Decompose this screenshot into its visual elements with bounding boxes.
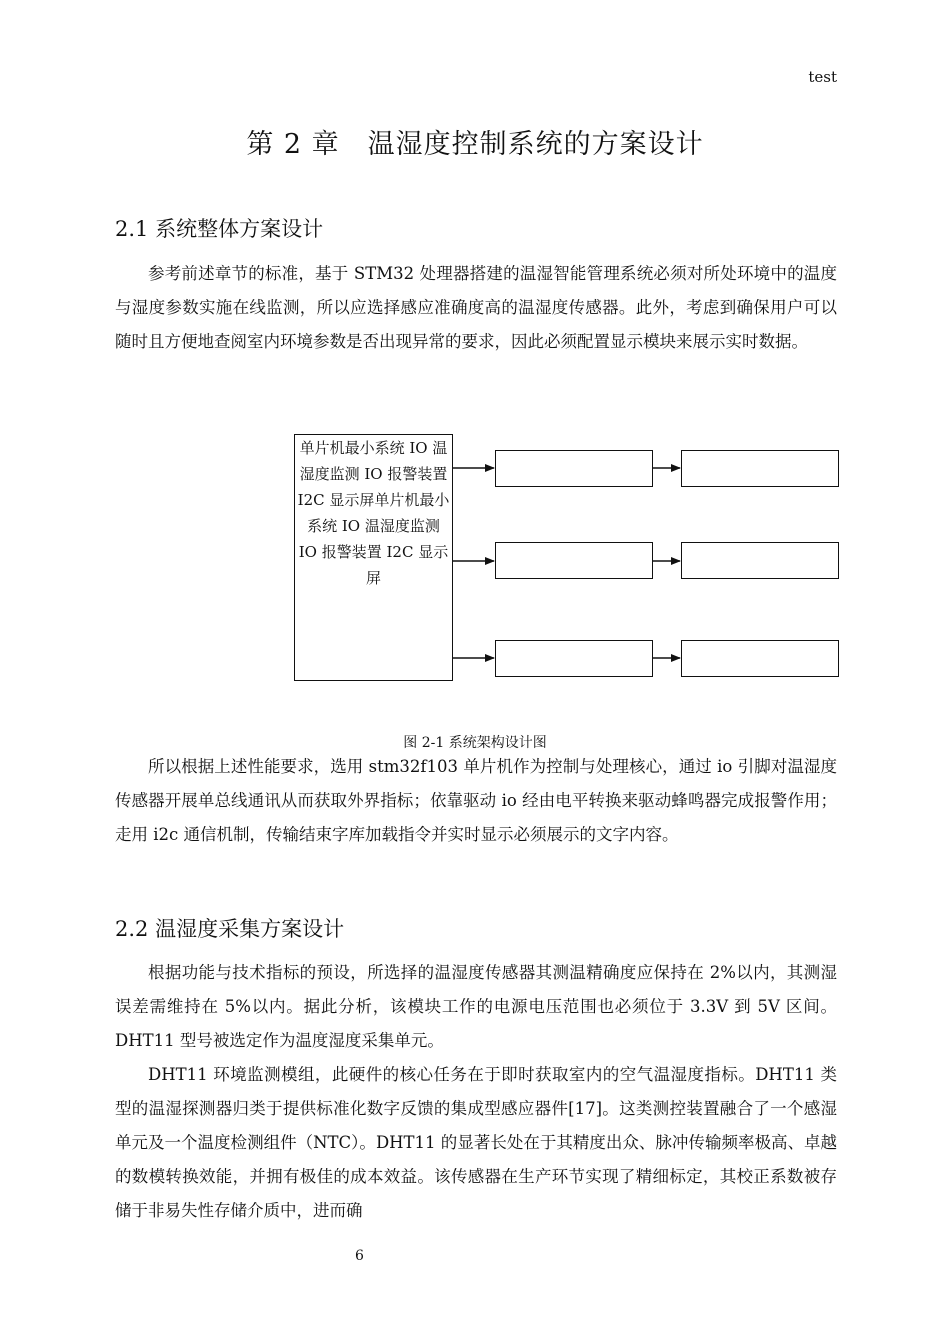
paragraph: 参考前述章节的标准，基于 STM32 处理器搭建的温湿智能管理系统必须对所处环境中的温度与湿度参数实施在线监测，所以应选择感应准确度高的温湿度传感器。此外，考虑到确保用户可以随时且方便地查阅室内环境参数是否出现异常的要求，因此必须配置显示模块来展示实时数据。 [115,264,837,351]
header-text: test [808,68,837,86]
mcu-main-box: 单片机最小系统 IO 温湿度监测 IO 报警装置 I2C 显示屏单片机最小系统 IO 温湿度监测 IO 报警装置 I2C 显示屏 [294,434,453,681]
page-number: 6 [355,1248,364,1264]
figure-caption: 图 2-1 系统架构设计图 [403,735,547,751]
paragraph: DHT11 环境监测模组，此硬件的核心任务在于即时获取室内的空气温湿度指标。DHT11 类型的温湿探测器归类于提供标准化数字反馈的集成型感应器件[17]。这类测控装置融合了一个感湿单元及一个温度检测组件（NTC）。DHT11 的显著长处在于其精度出众、脉冲传输频率极高、卓越的数模转换效能，并拥有极佳的成本效益。该传感器在生产环节实现了精细标定，其校正系数被存储于非易失性存储介质中，进而确 [115,1065,837,1220]
paragraph: 根据功能与技术指标的预设，所选择的温湿度传感器其测温精确度应保持在 2%以内，其测湿误差需维持在 5%以内。据此分析，该模块工作的电源电压范围也必须位于 3.3V 到 5V 区间。DHT11 型号被选定作为温度湿度采集单元。 [115,963,837,1050]
section-heading-2-1: 2.1 系统整体方案设计 [115,217,324,241]
section-heading-2-2: 2.2 温湿度采集方案设计 [115,917,345,941]
section-2-2-body [115,956,837,1228]
paragraph: 所以根据上述性能要求，选用 stm32f103 单片机作为控制与处理核心，通过 io 引脚对温湿度传感器开展单总线通讯从而获取外界指标；依靠驱动 io 经由电平转换来驱动蜂鸣器完成报警作用；走用 i2c 通信机制，传输结束字库加载指令并实时显示必须展示的文字内容。 [115,757,837,844]
chapter-title: 第 2 章 温湿度控制系统的方案设计 [246,129,704,160]
post-figure-body [115,750,837,852]
